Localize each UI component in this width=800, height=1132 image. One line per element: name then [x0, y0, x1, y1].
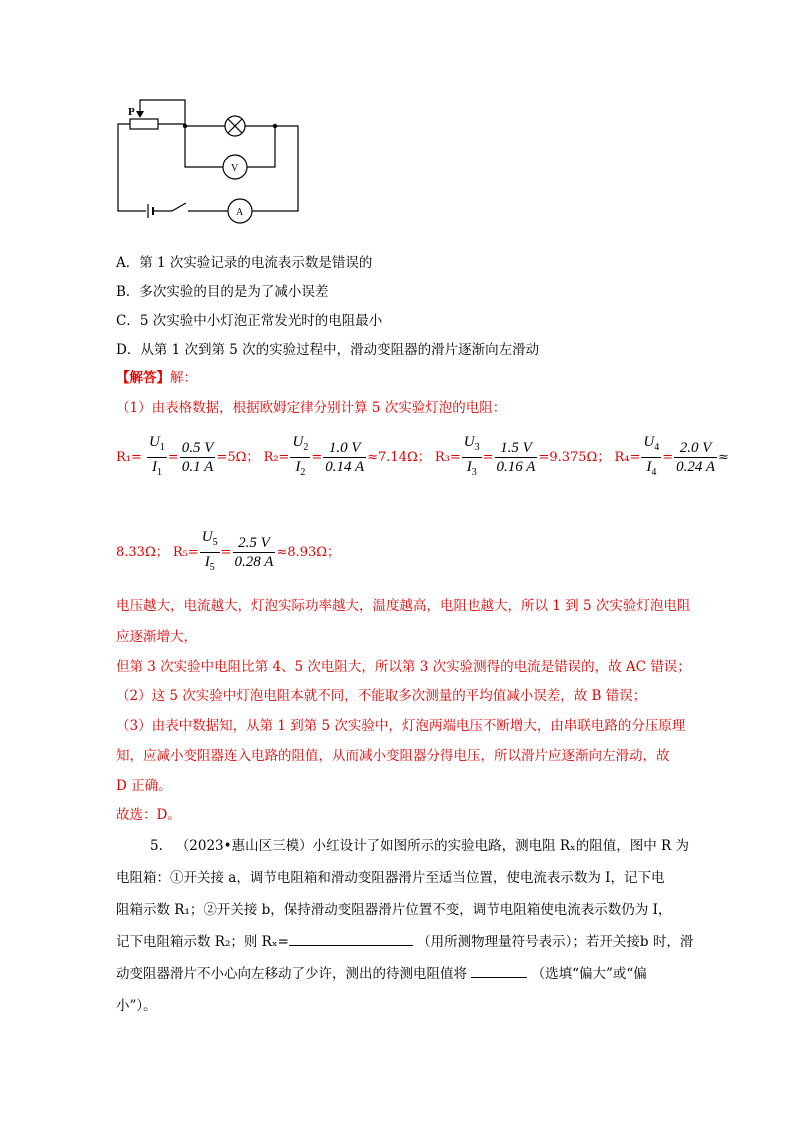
slider-arrow-icon	[136, 111, 144, 118]
answer-step3-line1: （3）由表中数据知，从第 1 到第 5 次实验中，灯泡两端电压不断增大，由串联电路的分压原理	[116, 718, 686, 734]
equation-row-1: R₁= $\frac{U_1}{I_1}$ = $\frac{0.5 V}{0.1 A}$ =5Ω； R₂= $\frac{U_2}{I_2}$ = $\frac{1.0 V}{0.14 A}$ ≈7.14Ω； R₃= $\frac{U_3}{I_3}$ = $\frac{1.5 V}{0.16 A}$ =9.375Ω； R₄= $\frac{U_4}{I_4}$ = $\frac{2.0 V}{0.24 A}$ ≈	[116, 433, 729, 482]
rheostat	[130, 119, 158, 129]
circuit-diagram	[110, 95, 310, 225]
answer-header	[116, 368, 197, 388]
answer-step1: （1）由表格数据，根据欧姆定律分别计算 5 次实验灯泡的电阻：	[116, 400, 507, 416]
r5-value-fraction	[233, 534, 276, 571]
r3-value-fraction	[495, 439, 538, 476]
option-d: D．从第 1 次到第 5 次的实验过程中，滑动变阻器的滑片逐渐向左滑动	[116, 342, 540, 358]
voltmeter-label: V	[231, 163, 239, 174]
r5-num: 2.5 V	[233, 534, 276, 553]
question5-line1	[150, 836, 689, 856]
r2-den: 0.14 A	[325, 459, 365, 475]
r3-den: 0.16 A	[496, 459, 536, 475]
junction-dot	[273, 124, 277, 128]
answer-bracket: 【解答】	[116, 370, 170, 386]
r2-symbol-fraction: $\frac{U_2}{I_2}$	[292, 434, 309, 478]
r1-den: 0.1 A	[181, 459, 214, 475]
answer-step3-line3: D 正确。	[116, 778, 172, 794]
question5-line2: 电阻箱：①开关接 a，调节电阻箱和滑动变阻器滑片至适当位置，使电流表示数为 I，记下电	[116, 870, 665, 886]
question5-line3: 阻箱示数 R₁；②开关接 b，保持滑动变阻器滑片位置不变，调节电阻箱使电流表示数仍为 I，	[116, 902, 672, 918]
left-wire	[118, 124, 146, 211]
r1-label: R₁=	[116, 450, 142, 465]
option-b: B．多次实验的目的是为了减小误差	[116, 284, 329, 300]
r1-num: 0.5 V	[181, 440, 214, 456]
para1-line2: 应逐渐增大，	[116, 629, 197, 645]
question5-line6: 小”）。	[116, 998, 157, 1014]
answer-step3-line2: 知，应减小变阻器连入电路的阻值，从而减小变阻器分得电压，所以滑片应逐渐向左滑动，故	[116, 748, 670, 764]
r1-value-fraction	[180, 439, 216, 476]
r5-label: R₅=	[172, 545, 199, 560]
r5-den: 0.28 A	[234, 554, 274, 570]
r2-result: ≈7.14Ω；	[367, 450, 431, 465]
question5-text-4a: 记下电阻箱示数 R₂；则 Rₓ=	[116, 934, 289, 950]
r2-num: 1.0 V	[323, 439, 366, 458]
r4-symbol-fraction: $\frac{U_4}{I_4}$	[643, 434, 660, 478]
question5-line4	[116, 932, 693, 952]
r5-symbol-fraction: $\frac{U_5}{I_5}$	[201, 529, 218, 573]
question5-text-4b: （用所测物理量符号表示）；若开关接b 时，滑	[417, 934, 694, 950]
r3-label: R₃=	[434, 450, 461, 465]
para1-line1: 电压越大，电流越大，灯泡实际功率越大，温度越高，电阻也越大，所以 1 到 5 次实验灯泡电阻	[116, 598, 691, 614]
r3-symbol-fraction: $\frac{U_3}{I_3}$	[463, 434, 480, 478]
r2-label: R₂=	[263, 450, 290, 465]
r1-symbol-fraction: $\frac{U_1}{I_1}$	[149, 434, 165, 478]
answer-final: 故选：D。	[116, 807, 181, 823]
r4-label: R₄=	[614, 450, 641, 465]
option-c: C．5 次实验中小灯泡正常发光时的电阻最小	[116, 313, 383, 329]
question5-line5	[116, 964, 647, 984]
r4-value-fraction	[674, 439, 717, 476]
switch-blade	[172, 203, 186, 211]
option-a: A．第 1 次实验记录的电流表示数是错误的	[116, 255, 373, 271]
ammeter-label: A	[236, 207, 244, 218]
answer-word: 解：	[170, 370, 197, 386]
r4-result: ≈	[718, 450, 729, 465]
question5-text-5b: （选填“偏大”或“偏	[531, 966, 647, 982]
r3-result: =9.375Ω；	[538, 450, 611, 465]
answer-blank-rx[interactable]	[289, 945, 413, 946]
r4-value: 8.33Ω；	[116, 545, 169, 560]
voltmeter-branch	[185, 126, 223, 167]
r4-den: 0.24 A	[676, 459, 716, 475]
r2-value-fraction	[323, 439, 366, 476]
voltmeter-right-wire	[247, 126, 275, 167]
r3-num: 1.5 V	[495, 439, 538, 458]
r4-num: 2.0 V	[674, 439, 717, 458]
question5-text-5a: 动变阻器滑片不小心向左移动了少许，测出的待测电阻值将	[116, 966, 472, 982]
equation-row-2: 8.33Ω； R₅= $\frac{U_5}{I_5}$ = $\frac{2.5 V}{0.28 A}$ ≈8.93Ω；	[116, 528, 340, 577]
answer-step2: （2）这 5 次实验中灯泡电阻本就不同，不能取多次测量的平均值减小误差，故 B 错误；	[116, 688, 647, 704]
answer-blank-error[interactable]	[471, 977, 527, 978]
slider-wire	[140, 100, 279, 126]
slider-label: P	[128, 106, 135, 118]
question5-number: 5.	[150, 838, 163, 854]
junction-dot	[183, 124, 187, 128]
r1-result: =5Ω；	[216, 450, 260, 465]
question5-text-1: （2023•惠山区三模）小红设计了如图所示的实验电路，测电阻 Rₓ的阻值，图中 R 为	[175, 838, 690, 854]
r5-result: ≈8.93Ω；	[276, 545, 341, 560]
para2: 但第 3 次实验中电阻比第 4、5 次电阻大，所以第 3 次实验测得的电流是错误的，故 AC 错误；	[116, 659, 691, 675]
